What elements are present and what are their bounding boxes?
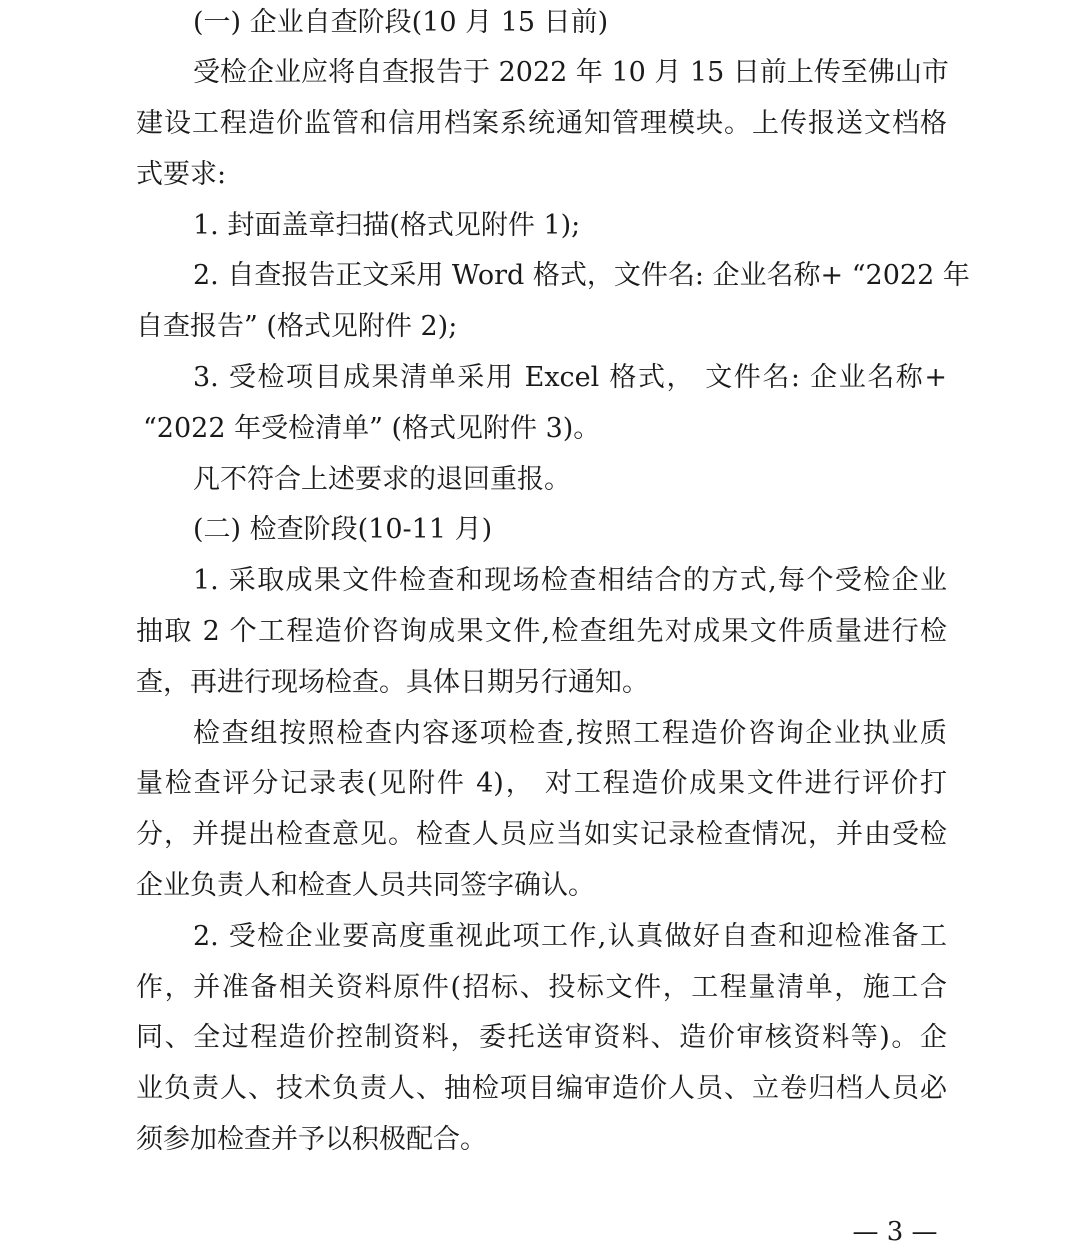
paragraph-line: 业负责人、技术负责人、抽检项目编审造价人员、立卷归档人员必 xyxy=(136,1073,947,1104)
paragraph-line: 须参加检查并予以积极配合。 xyxy=(136,1124,487,1155)
page-number: — 3 — xyxy=(852,1217,938,1247)
list-item: 自查报告” (格式见附件 2); xyxy=(136,311,458,342)
paragraph-line: 分，并提出检查意见。检查人员应当如实记录检查情况，并由受检 xyxy=(136,819,947,850)
paragraph-line: 查，再进行现场检查。具体日期另行通知。 xyxy=(136,667,649,698)
paragraph-line: 同、全过程造价控制资料，委托送审资料、造价审核资料等)。企 xyxy=(136,1022,947,1053)
paragraph-line: 1. 采取成果文件检查和现场检查相结合的方式,每个受检企业 xyxy=(193,565,947,596)
section-heading-self-check: (一) 企业自查阶段(10 月 15 日前) xyxy=(193,7,609,38)
paragraph-line: 2. 受检企业要高度重视此项工作,认真做好自查和迎检准备工 xyxy=(193,921,947,952)
paragraph-line: 建设工程造价监管和信用档案系统通知管理模块。上传报送文档格 xyxy=(136,108,947,139)
paragraph-line: 检查组按照检查内容逐项检查,按照工程造价咨询企业执业质 xyxy=(193,718,947,749)
list-item: “2022 年受检清单” (格式见附件 3)。 xyxy=(143,413,601,444)
paragraph-line: 企业负责人和检查人员共同签字确认。 xyxy=(136,870,595,901)
paragraph-line: 受检企业应将自查报告于 2022 年 10 月 15 日前上传至佛山市 xyxy=(193,57,949,88)
paragraph-line: 凡不符合上述要求的退回重报。 xyxy=(193,464,571,495)
paragraph-line: 量检查评分记录表(见附件 4)， 对工程造价成果文件进行评价打 xyxy=(136,768,947,799)
list-item: 3. 受检项目成果清单采用 Excel 格式， 文件名: 企业名称+ xyxy=(193,362,947,393)
paragraph-line: 式要求: xyxy=(136,159,227,190)
list-item: 2. 自查报告正文采用 Word 格式，文件名: 企业名称+ “2022 年 xyxy=(193,260,970,291)
paragraph-line: 作，并准备相关资料原件(招标、投标文件，工程量清单，施工合 xyxy=(136,972,947,1003)
section-heading-inspection: (二) 检查阶段(10-11 月) xyxy=(193,514,493,545)
list-item: 1. 封面盖章扫描(格式见附件 1); xyxy=(193,210,581,241)
paragraph-line: 抽取 2 个工程造价咨询成果文件,检查组先对成果文件质量进行检 xyxy=(136,616,947,647)
